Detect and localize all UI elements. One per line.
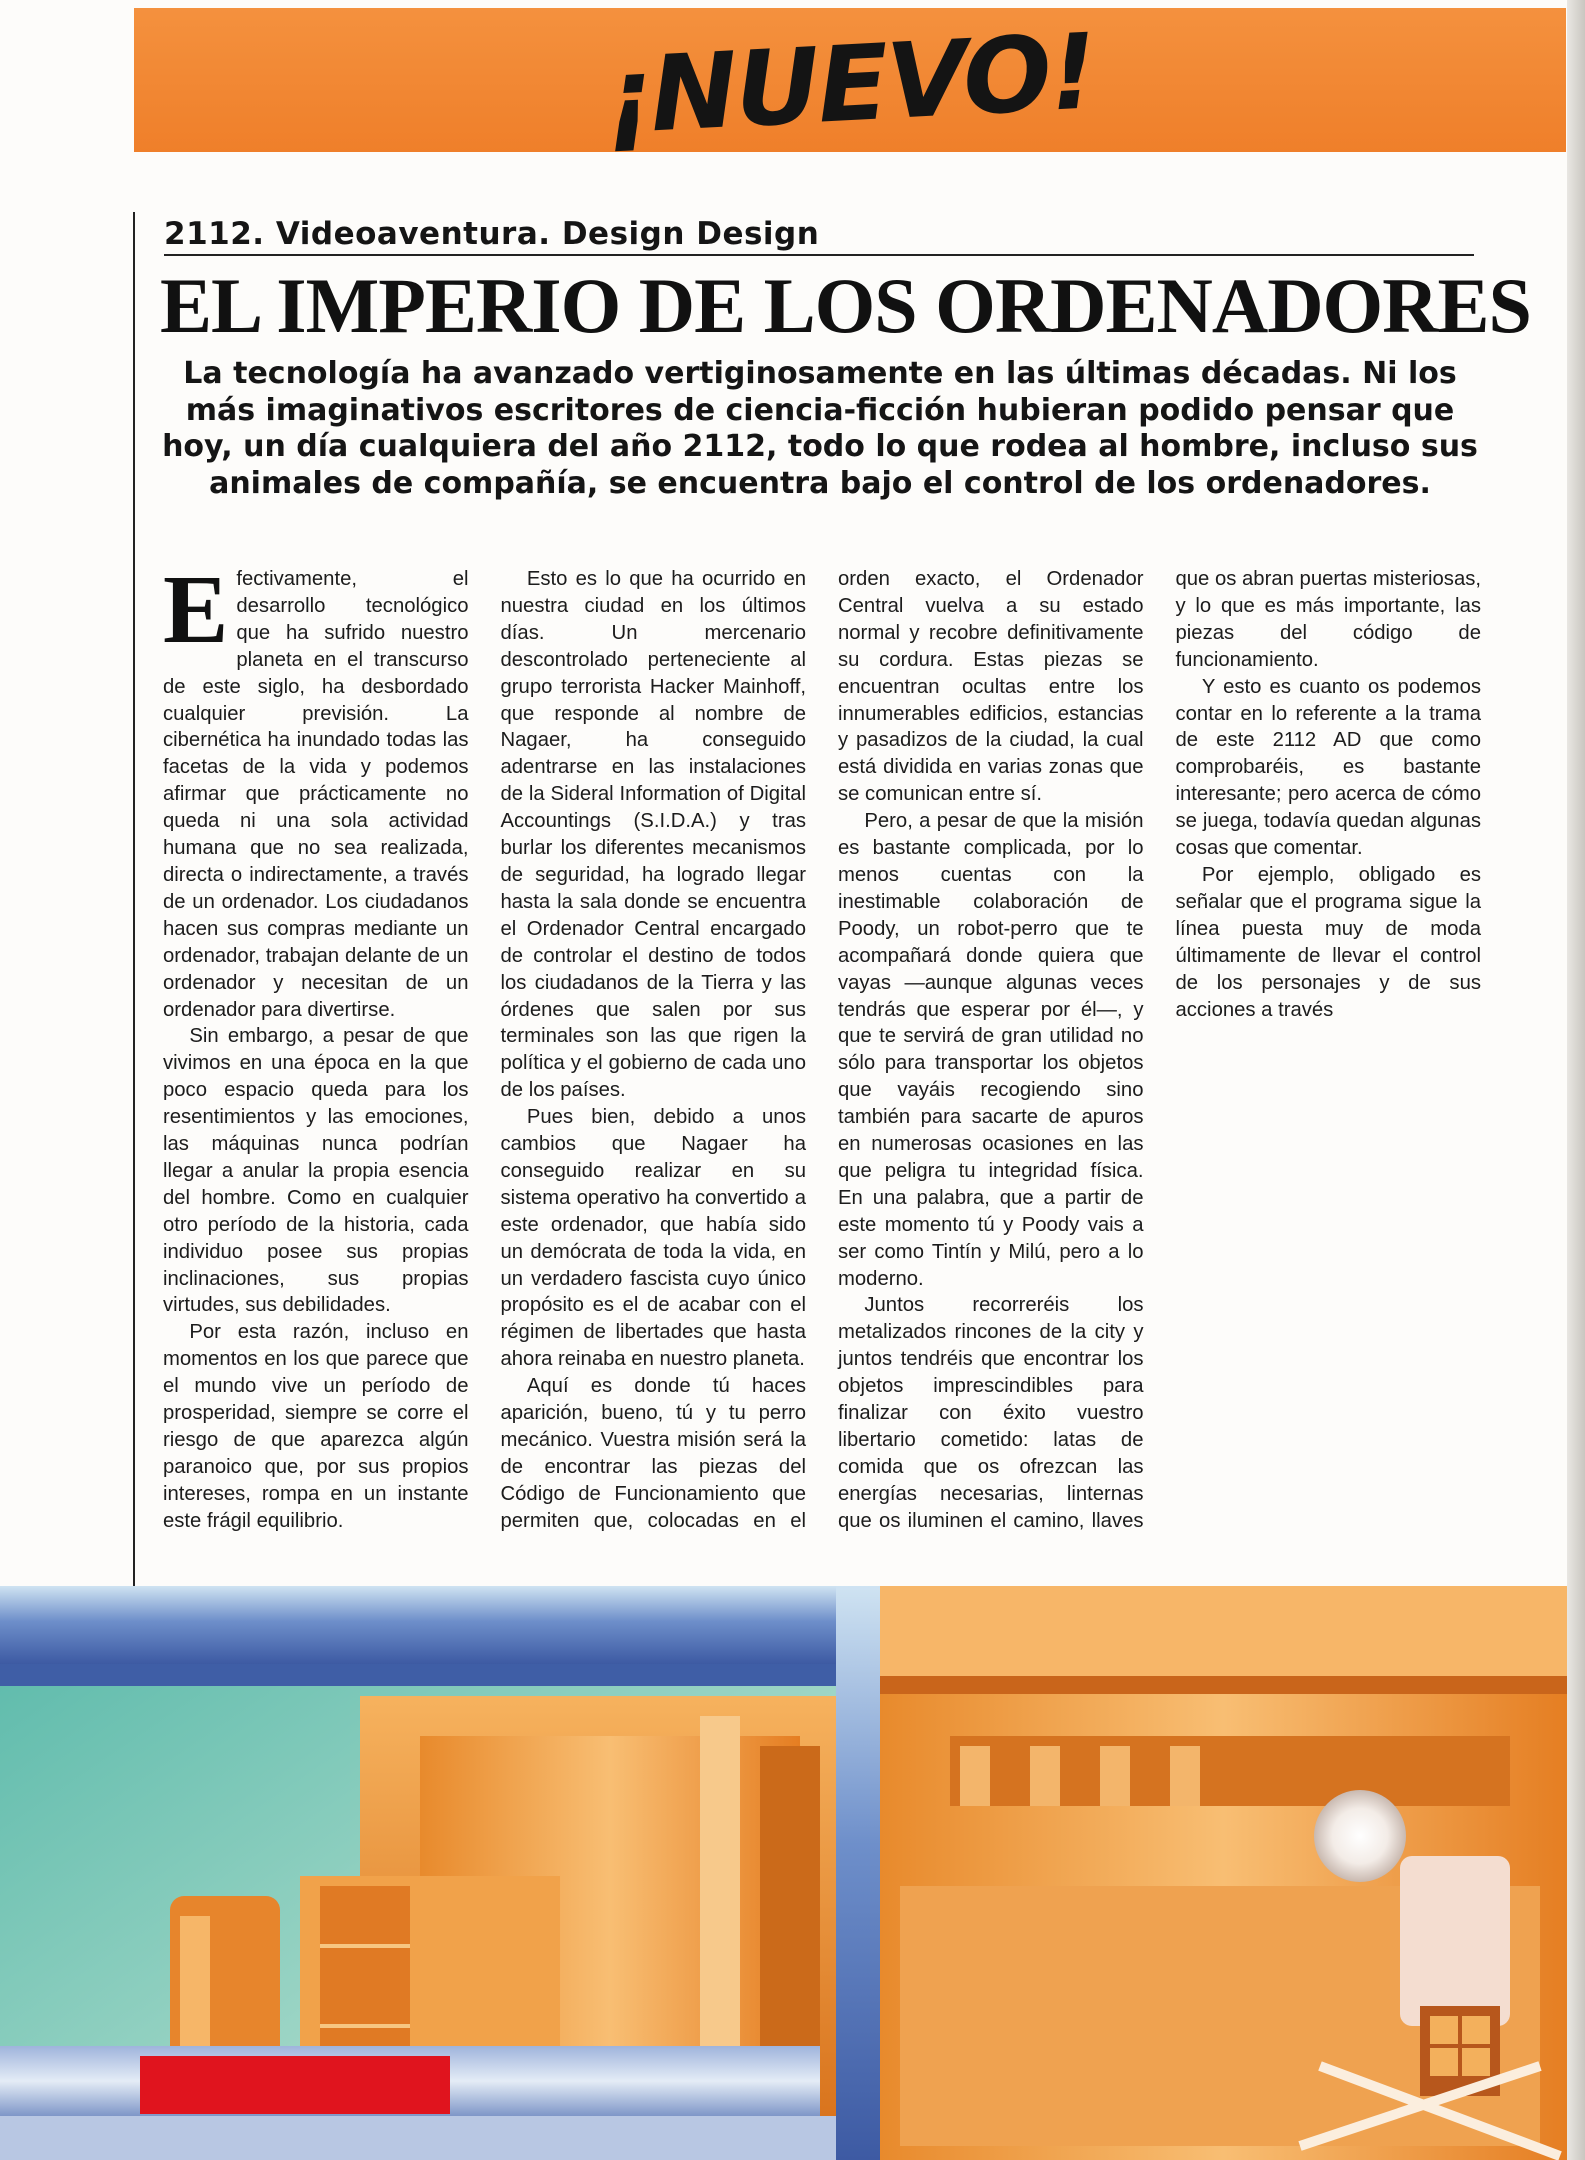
robot-body [1400, 1856, 1510, 2026]
dark-pillar [760, 1746, 820, 2086]
paragraph [163, 556, 469, 1023]
paragraph: Pero, a pesar de que la misión es bastante complicada, por lo menos cuentas con la inestimable colaboración de Poody, un robot-perro que te acompañará donde quiera que vayas —aunque algunas veces tendrás que esperar por él—, y que te servirá de gran utilidad no sólo para transportar los objetos que vayáis recogiendo sino también para sacarte de apuros en numerosas ocasiones en las que peligra tu integridad física. En una palabra, que a partir de este momento tú y Poody vais a ser como Tintín y Milú, pero a lo moderno. [838, 810, 1144, 1290]
shelf-slot [960, 1746, 990, 1806]
window-pane [1462, 2016, 1490, 2044]
game-illustration [0, 1586, 1567, 2160]
window-pane [1462, 2048, 1490, 2076]
divider-pipe [836, 1586, 880, 2160]
article-kicker: 2112. Videoaventura. Design Design [164, 214, 1474, 256]
paragraph: Aquí es donde tú haces aparición, bueno, tú y tu perro mecánico. Vuestra misión será la de encontrar las piezas del Código de Funcionamiento que permiten que, colocadas en el orden exacto, el Ordenador Central vuelva a su estado normal y recobre definitivamente su cordura. Estas piezas se encuentran ocultas entre los innumerables edificios, estancias y pasadizos de la ciudad, la cual está dividida en varias zonas que se comunican entre sí. [500, 568, 1144, 1532]
left-rule [133, 212, 135, 1592]
paragraph: Por esta razón, incluso en momentos en los que parece que el mundo vive un período de prosperidad, siempre se corre el riesgo de que aparezca algún paranoico que, por sus propios intereses, rompa en un instante este frágil equilibrio. [163, 1321, 469, 1532]
article-body [163, 556, 1482, 1542]
shelf-slot [1030, 1746, 1060, 1806]
paragraph: Pues bien, debido a unos cambios que Nagaer ha conseguido realizar en su sistema operativo ha convertido a este ordenador, que había sido un demócrata de toda la vida, en un verdadero fascista cuyo único propósito es el de acabar con el régimen de libertades que hasta ahora reinaba en nuestro planeta. [500, 1106, 806, 1371]
banner-title: ¡NUEVO! [601, 10, 1099, 158]
paragraph: Juntos recorreréis los metalizados rincones de la city y juntos tendréis que encontrar los objetos imprescindibles para finalizar con éxito vuestro libertario cometido: latas de comida que os ofrezcan las energías necesarias, linternas que os iluminen el camino, llaves que os abran puertas misteriosas, y lo que es más importante, las piezas del código de funcionamiento. [838, 568, 1482, 1532]
shelf-slot [1100, 1746, 1130, 1806]
article-headline: EL IMPERIO DE LOS ORDENADORES [160, 262, 1531, 349]
drop-cap: E [163, 556, 229, 664]
floor [0, 2116, 840, 2160]
illustration-svg [0, 1586, 1567, 2160]
paragraph-text: fectivamente, el desarrollo tecnológico que ha sufrido nuestro planeta en el transcurso de este siglo, ha desbordado cualquier previsión. La cibernética ha inundado todas las facetas de la vida y podemos afirmar que prácticamente no queda ni una sola actividad humana que no sea realizada, directa o indirectamente, a través de un ordenador. Los ciudadanos hacen sus compras mediante un ordenador, trabajan delante de un ordenador y necesitan de un ordenador para divertirse. [163, 568, 469, 1021]
red-tag [140, 2056, 450, 2114]
blue-ceiling-pipe [0, 1586, 840, 1664]
paragraph: Esto es lo que ha ocurrido en nuestra ciudad en los últimos días. Un mercenario descontrolado perteneciente al grupo terrorista Hacker Mainhoff, que responde al nombre de Nagaer, ha conseguido adentrarse en las instalaciones de la Sideral Information of Digital Accountings (S.I.D.A.) y tras burlar los diferentes mecanismos de seguridad, ha logrado llegar hasta la sala donde se encuentra el Ordenador Central encargado de controlar el destino de todos los ciudadanos de la Tierra y las órdenes que salen por sus terminales son las que rigen la política y el gobierno de cada uno de los países. [500, 568, 806, 1102]
window-pane [1430, 2048, 1458, 2076]
paragraph: Por ejemplo, obligado es señalar que el programa sigue la línea puesta muy de moda últimamente de llevar el control de los personajes y de sus acciones a través [1175, 863, 1481, 1021]
right-beam [880, 1676, 1567, 1694]
window-pane [1430, 2016, 1458, 2044]
shelf-slot [1170, 1746, 1200, 1806]
article-lead: La tecnología ha avanzado vertiginosamente en las últimas décadas. Ni los más imaginativos escritores de ciencia-ficción hubieran podido pensar que hoy, un día cualquiera del año 2112, todo lo que rodea al hombre, incluso sus animales de compañía, se encuentra bajo el control de los ordenadores. [162, 356, 1478, 501]
page-edge [1567, 0, 1585, 2160]
light-pillar [700, 1716, 740, 2096]
pipe-shadow [0, 1664, 840, 1686]
paragraph: Y esto es cuanto os podemos contar en lo referente a la trama de este 2112 AD que como comprobaréis, es bastante interesante; pero acerca de cómo se juega, todavía quedan algunas cosas que comentar. [1175, 675, 1481, 860]
banner [134, 8, 1566, 158]
glowing-orb [1314, 1790, 1406, 1882]
right-ceiling [880, 1586, 1567, 1676]
paragraph: Sin embargo, a pesar de que vivimos en una época en la que poco espacio queda para los resentimientos y las emociones, las máquinas nunca podrían llegar a anular la propia esencia del hombre. Como en cualquier otro período de la historia, cada individuo posee sus propias inclinaciones, sus propias virtudes, sus debilidades. [163, 1025, 469, 1317]
